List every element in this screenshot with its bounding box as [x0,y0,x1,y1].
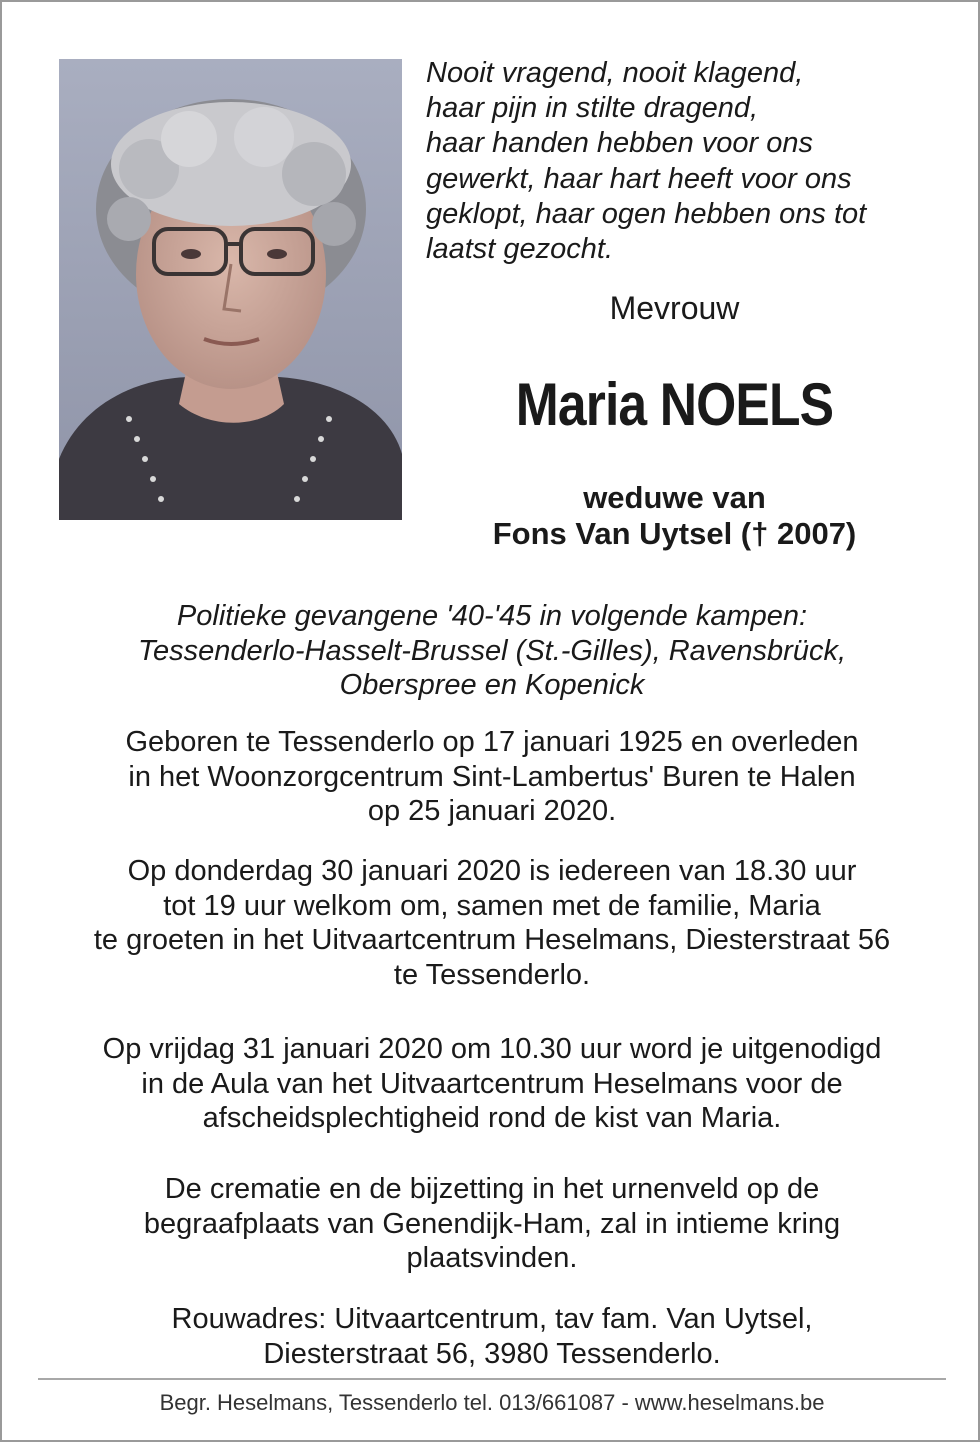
born-line: in het Woonzorgcentrum Sint-Lambertus' Buren te Halen [128,760,856,793]
visit-line: tot 19 uur welkom om, samen met de familie, Maria [163,889,821,922]
poem [426,56,946,267]
born-line: op 25 januari 2020. [367,795,617,827]
visit-line: te Tessenderlo. [393,958,591,991]
birth-death-info [22,725,962,829]
ceremony-line: afscheidsplechtigheid rond de kist van Maria. [202,1102,782,1134]
prisoner-line: Oberspree en Kopenick [339,669,645,701]
born-line: Geboren te Tessenderlo op 17 januari 1925 en overleden [125,726,859,758]
portrait-illustration [59,59,402,520]
poem-line: haar handen hebben voor ons [426,127,813,160]
poem-line: laatst gezocht. [426,233,613,266]
prisoner-line: Tessenderlo-Hasselt-Brussel (St.-Gilles), Ravensbrück, [137,634,847,667]
salutation: Mevrouw [609,290,740,326]
address-line: Diesterstraat 56, 3980 Tessenderlo. [263,1337,721,1370]
widow-line: weduwe van [583,480,766,515]
ceremony-info [22,1032,962,1136]
ceremony-line: Op vrijdag 31 januari 2020 om 10.30 uur word je uitgenodigd [102,1033,882,1065]
funeral-home-footer: Begr. Heselmans, Tessenderlo tel. 013/661087 - www.heselmans.be [159,1390,825,1415]
cremation-line: plaatsvinden. [406,1242,578,1274]
visit-line: Op donderdag 30 januari 2020 is iedereen van 18.30 uur [127,855,857,887]
poem-line: haar pijn in stilte dragend, [426,92,759,125]
footer-divider [38,1378,946,1380]
prisoner-note [22,599,962,703]
address-line: Rouwadres: Uitvaartcentrum, tav fam. Van Uytsel, [171,1303,813,1335]
poem-line: Nooit vragend, nooit klagend, [426,57,804,89]
cremation-info [22,1172,962,1276]
ceremony-line: in de Aula van het Uitvaartcentrum Heselmans voor de [141,1067,843,1100]
prisoner-line: Politieke gevangene '40-'45 in volgende kampen: [176,600,808,632]
spouse-name: Fons Van Uytsel († 2007) [492,516,857,551]
widow-of [422,480,927,552]
cremation-line: begraafplaats van Genendijk-Ham, zal in intieme kring [143,1207,841,1240]
cremation-line: De crematie en de bijzetting in het urnenveld op de [164,1173,820,1205]
portrait-photo [59,59,402,520]
visit-line: te groeten in het Uitvaartcentrum Heselmans, Diesterstraat 56 [93,924,891,956]
deceased-name: Maria NOELS [515,371,834,438]
mourning-address [22,1302,962,1371]
poem-line: geklopt, haar ogen hebben ons tot [426,197,867,230]
visitation-info [22,854,962,992]
poem-line: gewerkt, haar hart heeft voor ons [426,162,852,195]
